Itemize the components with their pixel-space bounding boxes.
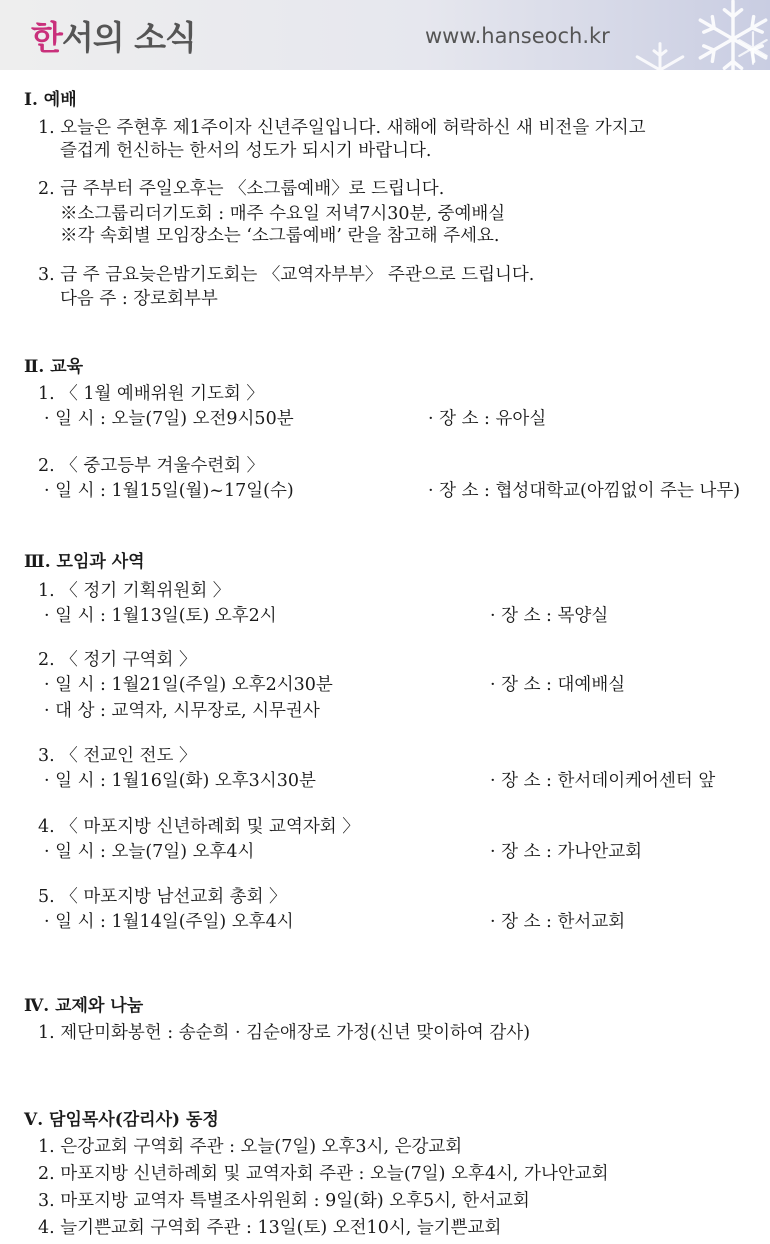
item-schedule: · 일 시 : 오늘(7일) 오전9시50분 [44, 409, 294, 429]
header-banner [0, 0, 770, 70]
list-item: 즐겁게 헌신하는 한서의 성도가 되시기 바랍니다. [60, 141, 432, 161]
item-schedule: · 일 시 : 오늘(7일) 오후4시 [44, 842, 255, 862]
item-heading: 2. 〈 정기 구역회 〉 [38, 650, 197, 670]
brand-rest: 서의 소식 [61, 18, 196, 57]
item-place: · 장 소 : 한서교회 [490, 912, 626, 932]
item-heading: 3. 〈 전교인 전도 〉 [38, 746, 197, 766]
section-title-worship: Ⅰ. 예배 [24, 90, 77, 110]
list-item: ※각 속회별 모임장소는 ‘소그룹예배’ 란을 참고해 주세요. [60, 226, 500, 246]
item-place: · 장 소 : 협성대학교(아낌없이 주는 나무) [428, 481, 741, 501]
list-item: 3. 금 주 금요늦은밤기도회는 〈교역자부부〉 주관으로 드립니다. [38, 265, 535, 285]
snowflake-icon [630, 40, 690, 70]
item-heading: 2. 〈 중고등부 겨울수련회 〉 [38, 456, 265, 476]
item-place: · 장 소 : 가나안교회 [490, 842, 643, 862]
item-schedule: · 일 시 : 1월21일(주일) 오후2시30분 [44, 675, 333, 695]
item-place: · 장 소 : 대예배실 [490, 675, 626, 695]
section-title-fellowship: Ⅳ. 교제와 나눔 [24, 996, 144, 1016]
list-item: 1. 제단미화봉헌 : 송순희 · 김순애장로 가정(신년 맞이하여 감사) [38, 1023, 531, 1043]
item-place: · 장 소 : 유아실 [428, 409, 547, 429]
section-title-pastor-news: Ⅴ. 담임목사(감리사) 동정 [24, 1110, 219, 1130]
list-item: 2. 금 주부터 주일오후는 〈소그룹예배〉로 드립니다. [38, 179, 445, 199]
brand-first-char: 한 [31, 18, 62, 57]
list-item: 3. 마포지방 교역자 특별조사위원회 : 9일(화) 오후5시, 한서교회 [38, 1191, 530, 1211]
brand-title [31, 12, 196, 59]
item-heading: 5. 〈 마포지방 남선교회 총회 〉 [38, 887, 287, 907]
item-schedule: · 일 시 : 1월14일(주일) 오후4시 [44, 912, 294, 932]
item-schedule: · 일 시 : 1월16일(화) 오후3시30분 [44, 771, 316, 791]
snowflake-icon [735, 30, 770, 66]
item-place: · 장 소 : 목양실 [490, 606, 609, 626]
item-heading: 4. 〈 마포지방 신년하례회 및 교역자회 〉 [38, 817, 360, 837]
list-item: 2. 마포지방 신년하례회 및 교역자회 주관 : 오늘(7일) 오후4시, 가나안교회 [38, 1164, 609, 1184]
site-url: www.hanseoch.kr [425, 24, 610, 48]
list-item: 4. 늘기쁜교회 구역회 주관 : 13일(토) 오전10시, 늘기쁜교회 [38, 1218, 502, 1238]
item-schedule: · 일 시 : 1월13일(토) 오후2시 [44, 606, 277, 626]
list-item: ※소그룹리더기도회 : 매주 수요일 저녁7시30분, 중예배실 [60, 204, 506, 224]
item-target: · 대 상 : 교역자, 시무장로, 시무권사 [44, 701, 320, 721]
item-heading: 1. 〈 1월 예배위원 기도회 〉 [38, 384, 264, 404]
section-title-education: Ⅱ. 교육 [24, 357, 84, 377]
item-heading: 1. 〈 정기 기획위원회 〉 [38, 581, 231, 601]
item-schedule: · 일 시 : 1월15일(월)~17일(수) [44, 481, 294, 501]
list-item: 1. 은강교회 구역회 주관 : 오늘(7일) 오후3시, 은강교회 [38, 1137, 463, 1157]
list-item: 다음 주 : 장로회부부 [60, 289, 218, 309]
section-title-meetings: Ⅲ. 모임과 사역 [24, 552, 145, 572]
item-place: · 장 소 : 한서데이케어센터 앞 [490, 771, 716, 791]
list-item: 1. 오늘은 주현후 제1주이자 신년주일입니다. 새해에 허락하신 새 비전을 가지고 [38, 118, 646, 138]
